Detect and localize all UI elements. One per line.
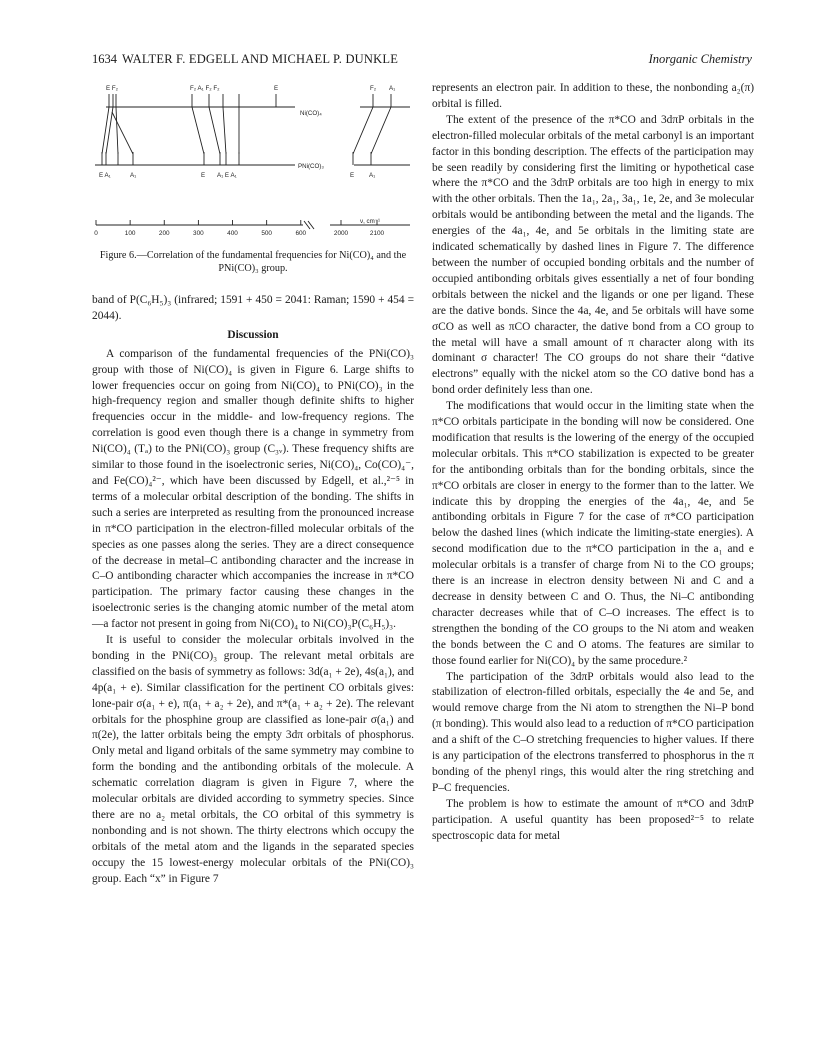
axis-ticks (96, 220, 377, 225)
bottom-label-4: A₁ E A₁ (217, 172, 237, 179)
axis-tick-label: 2100 (369, 230, 385, 237)
section-title: Discussion (227, 328, 279, 341)
axis-unit-label: ν, cm⁻¹ (360, 218, 381, 225)
running-header (92, 52, 752, 68)
axis-tick-labels (94, 230, 384, 237)
top-label-5: A₁ (389, 85, 396, 92)
axis-tick-label: 600 (295, 230, 307, 237)
left-column (92, 293, 414, 888)
axis-tick-label: 300 (193, 230, 204, 237)
page-number: 1634 (92, 52, 117, 66)
left-lead-paragraph: band of P(C₆H₅)₃ (infrared; 1591 + 450 = 2041: Raman; 1590 + 454 = 2044). (92, 294, 414, 322)
top-label-3: E (274, 85, 279, 92)
nico4-label: Ni(CO)₄ (300, 110, 322, 117)
journal-name: Inorganic Chemistry (648, 52, 752, 66)
bottom-label-6: A₁ (369, 172, 376, 179)
pnico3-label: PNi(CO)₃ (298, 163, 324, 170)
top-label-2: F₂ A₁ F₂ F₂ (190, 85, 220, 92)
discussion-paragraph-2: It is useful to consider the molecular orbitals involved in the bonding in the PNi(CO)₃ group. The relevant metal orbitals are classified on the basis of symmetry as follows: 3d(a₁ + 2e), 4s(a₁), and 4p(a₁ + e). Similar classification for the pertinent CO orbitals gives: lone-pair σ(a₁ + e), π(a₁ + a₂ + 2e), and π*(a₁ + a₂ + 2e). The relevant orbitals for the phosphine group are classified as lone-pair σ(a₁) and π(2e), the latter orbitals being the empty 3dπ orbitals of phosphorus. Only metal and ligand orbitals of the same symmetry may combine to form the bonding and the antibonding orbitals of the molecule. A schematic correlation diagram is given in Figure 7, where the molecular orbitals are divided according to symmetry species. Since there are no a₂ metal orbitals, the CO orbital of this symmetry is nonbonding and is not shown. The thirty electrons which occupy the orbitals of the metal atom and the ligands in the separated species occupy the 15 lowest-energy molecular orbitals of the PNi(CO)₃ group. Each “x” in Figure 7 (92, 634, 414, 885)
top-label-1: E F₂ (106, 85, 119, 92)
right-paragraph-1: The extent of the presence of the π*CO and 3dπP orbitals in the electron-filled molecular orbitals of the metal carbonyl is an important factor in this bonding description. The effects of the participation may be seen readily by considering first the limiting or hypothetical case where the π*CO and the 3dπP orbitals are too high in energy to mix with the other orbitals. Then the 1a₁, 2a₁, 3a₁, 1e, 2e, and 3e molecular orbitals would be antibonding between the metal and the ligands. The energies of the 4a₁, 4e, and 5e orbitals in the limiting state are indicated schematically by dashed lines in Figure 7. The difference between the number of occupied bonding orbitals and the number of occupied antibonding orbitals gives essentially a net of four bonding orbitals between the nickel and the ligands or one per ligand. These are the dative bonds. Since the 4a, 4e, and 5e orbitals will have some σCO as well as πCO character, the dative bond from a CO group to the metal will have a small amount of π character along with its dominant σ character! The CO groups do not share their “dative electrons” equally with the nickel atom so the CO dative bond has a bond order definitely less than one. (432, 113, 754, 397)
top-label-4: F₂ (370, 85, 377, 92)
axis-tick-label: 400 (227, 230, 238, 237)
axis-tick-label: 100 (124, 230, 136, 237)
bottom-label-1: E A₁ (99, 172, 111, 179)
right-paragraph-2: The modifications that would occur in the limiting state when the π*CO orbitals participate in the bonding will now be considered. One modification that results is the lowering of the energy of the occupied molecular orbitals. This π*CO stabilization is expected to be greater for the antibonding orbitals than for the bonding orbitals, since the π*CO orbitals are closer in energy to the former than to the latter. We indicate this by dropping the energies of the 4a₁, 4e, and 5e antibonding orbitals in Figure 7 for the case of π*CO participation below the dashed lines (which indicate the limiting-state energies). A second modification due to the π*CO participation in the a₁ and e molecular orbitals is a transfer of charge from Ni to the CO groups; there is an increase in electron density between Ni and C and a decrease in density between C and O. Thus, the Ni–C antibonding character decreases while that of C–O increases. The effect is to strengthen the bonding of the CO groups to the Ni atom and weaken the bonds between the C and O atoms. The features are similar to those found earlier for Ni(CO)₄ by the same procedure.² (432, 400, 754, 667)
bottom-label-3: E (201, 172, 206, 179)
figure-caption: Figure 6.—Correlation of the fundamental frequencies for Ni(CO)₄ and the PNi(CO)₃ group. (99, 250, 407, 274)
discussion-paragraph-1: A comparison of the fundamental frequencies of the PNi(CO)₃ group with those of Ni(CO)₄ is given in Figure 6. Large shifts to lower frequencies occur on going from Ni(CO)₄ to PNi(CO)₃ in the high-frequency region and smaller though definite shifts to higher frequencies occur in the middle- and low-frequency regions. The correlation is good even though there is a change in symmetry from Ni(CO)₄ (Tₐ) to the PNi(CO)₃ group (C₃ᵥ). These frequency shifts are similar to those found in the isoelectronic series, Ni(CO)₄, Co(CO)₄⁻, and Fe(CO)₄²⁻, which have been discussed by Edgell, et al.,²⁻⁵ in terms of a molecular orbital description of the bonding. The shifts in such a series are interpreted as resulting from the pronounced increase in π*CO participation in the electron-filled molecular orbitals of the species as one passes along the series. They are a direct consequence of the decrease in metal–C antibonding character and the increase in C–O antibonding character which accompanies the increase in π*CO participation. The primary factor causing these changes in the isoelectronic series is the changing atomic number of the metal atom—a factor not present in going from Ni(CO)₄ to Ni(CO)₃P(C₆H₅)₃. (92, 347, 414, 631)
bottom-label-5: E (350, 172, 355, 179)
right-lead-paragraph: represents an electron pair. In addition to these, the nonbonding a₂(π) orbital is filled. (432, 82, 754, 110)
correlation-diagram (92, 74, 414, 270)
running-authors: WALTER F. EDGELL AND MICHAEL P. DUNKLE (122, 52, 399, 66)
bottom-label-2: A₁ (130, 172, 137, 179)
axis-tick-label: 2000 (333, 230, 349, 237)
right-column (432, 81, 754, 845)
axis-tick-label: 200 (158, 230, 170, 237)
right-paragraph-4: The problem is how to estimate the amount of π*CO and 3dπP participation. A useful quantity has been proposed²⁻⁵ to relate spectroscopic data for metal (432, 797, 754, 842)
axis-tick-label: 0 (94, 230, 98, 237)
axis-tick-label: 500 (261, 230, 272, 237)
right-paragraph-3: The participation of the 3dπP orbitals would also lead to the stabilization of electron-filled orbitals, especially the 4e and 5e, and would remove charge from the Ni atom to strengthen the Ni–P bond (π bonding). This would also lead to a reduction of π*CO participation and a shift of the C–O stretching frequencies to higher values. If there is any participation of the electrons transferred to phosphorus in the π bonding of the phenyl rings, this would alter the ring stretching and P–C frequencies. (432, 670, 754, 794)
